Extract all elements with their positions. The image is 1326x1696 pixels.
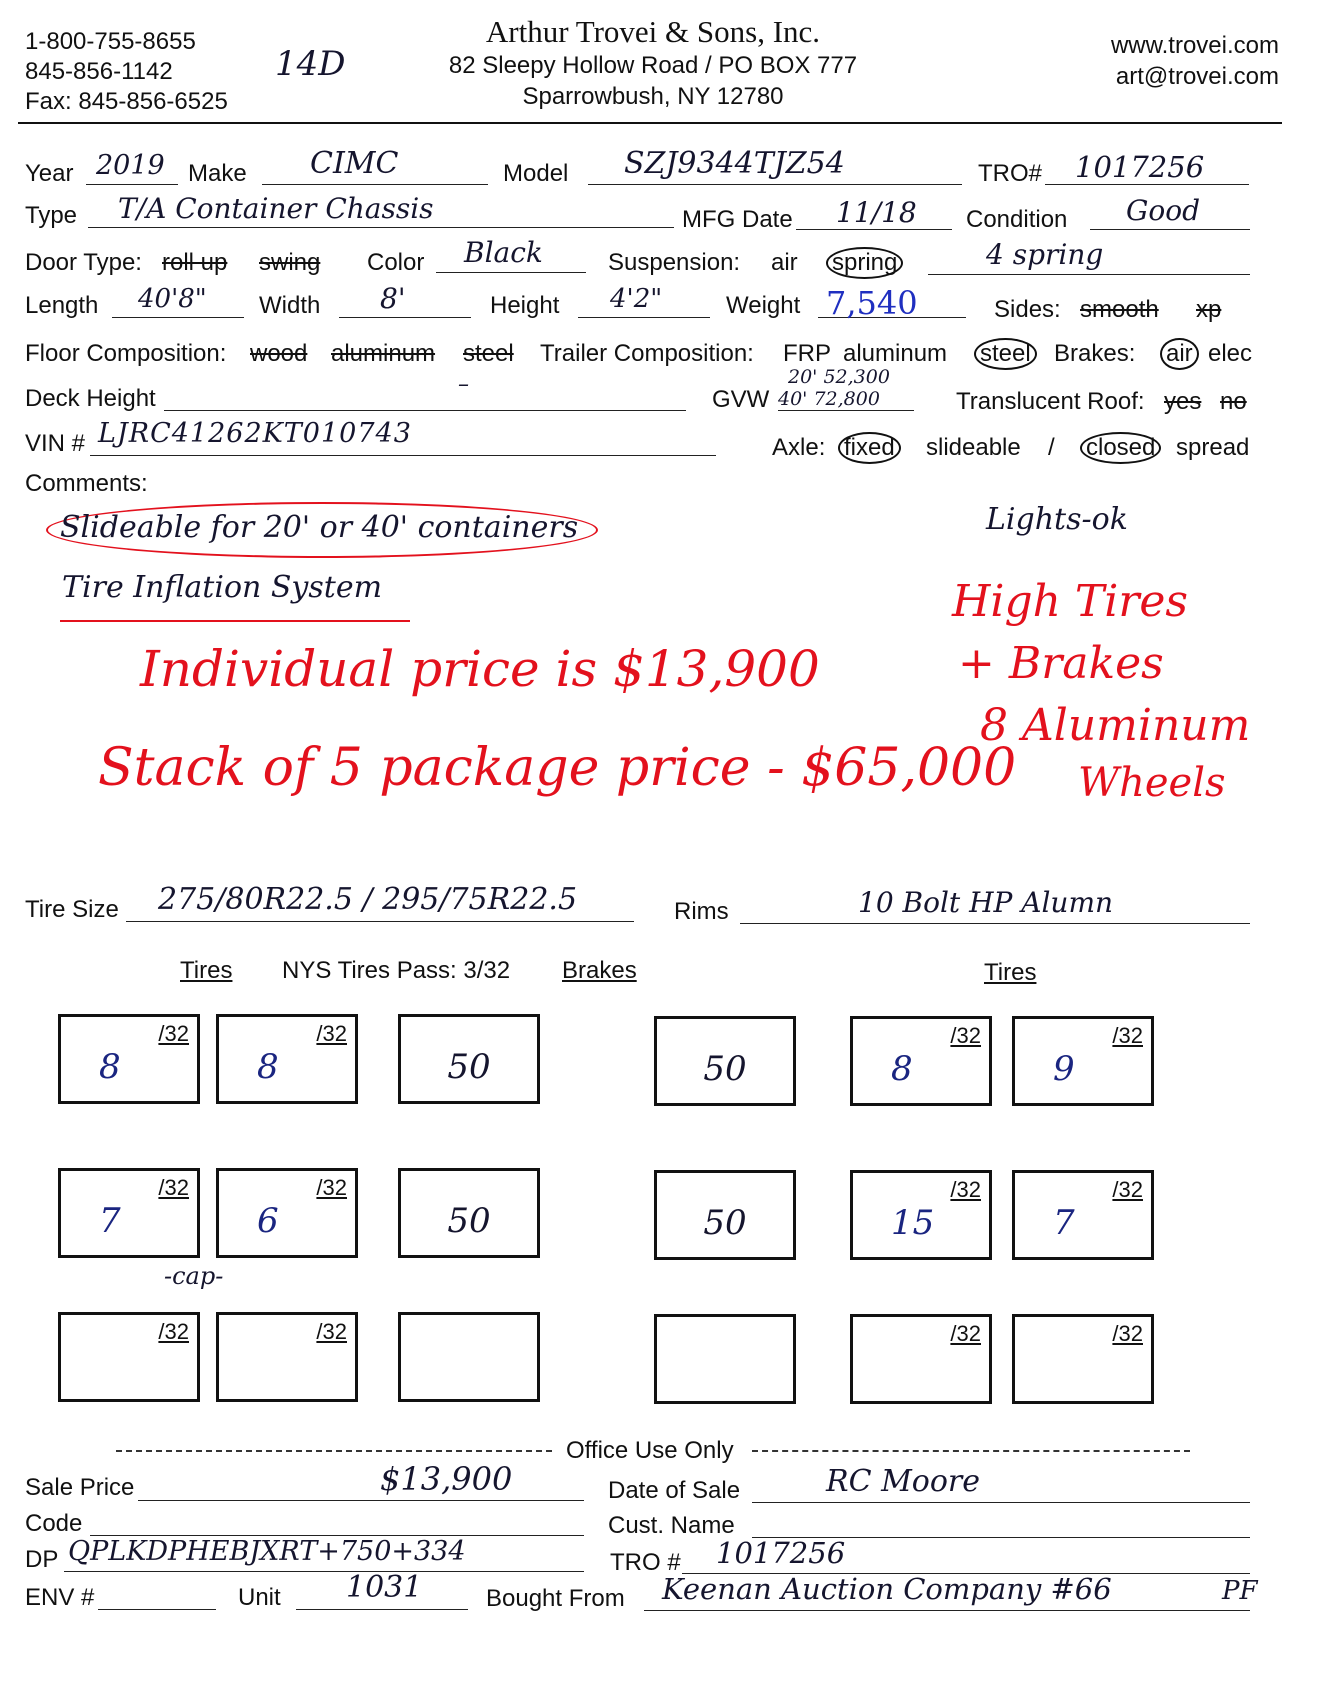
office-use-title: Office Use Only bbox=[566, 1437, 734, 1464]
brakes-label: Brakes: bbox=[1054, 340, 1136, 367]
cap-note: -cap- bbox=[164, 1262, 224, 1290]
brake-box-r3-r bbox=[654, 1314, 796, 1404]
sale-price-label: Sale Price bbox=[25, 1474, 135, 1501]
gvw-20-value: 20' 52,300 bbox=[788, 366, 890, 388]
fraction-label: /32 bbox=[1112, 1321, 1143, 1346]
phone-2: 845-856-1142 bbox=[25, 58, 173, 85]
deck-height-label: Deck Height bbox=[25, 385, 156, 412]
brake-box-r3-l bbox=[398, 1312, 540, 1402]
tire-depth: 15 bbox=[891, 1203, 935, 1243]
company-name: Arthur Trovei & Sons, Inc. bbox=[485, 14, 821, 49]
tire-box-r2-r1 bbox=[850, 1170, 992, 1260]
brake-box-r2-r bbox=[654, 1170, 796, 1260]
tire-box-r1-l2 bbox=[216, 1014, 358, 1104]
rims-line bbox=[740, 923, 1250, 924]
red-note-brakes: + Brakes bbox=[958, 638, 1164, 689]
mfg-date-line bbox=[796, 229, 952, 230]
model-value: SZJ9344TJZ54 bbox=[624, 146, 845, 181]
deck-height-mark: – bbox=[458, 372, 469, 397]
suspension-label: Suspension: bbox=[608, 249, 741, 276]
date-of-sale-label: Date of Sale bbox=[608, 1477, 741, 1504]
company-address-1: 82 Sleepy Hollow Road / PO BOX 777 bbox=[448, 52, 858, 79]
tire-box-r2-r2 bbox=[1012, 1170, 1154, 1260]
width-line bbox=[339, 317, 471, 318]
header-divider bbox=[18, 122, 1282, 124]
length-line bbox=[112, 317, 244, 318]
type-value: T/A Container Chassis bbox=[118, 192, 434, 225]
red-note-package-price: Stack of 5 package price - $65,000 bbox=[98, 738, 1017, 798]
brake-box-r1-l bbox=[398, 1014, 540, 1104]
bought-from-line bbox=[644, 1610, 1250, 1611]
tire-box-r1-r2 bbox=[1012, 1016, 1154, 1106]
brake-value: 50 bbox=[447, 1047, 491, 1087]
tire-size-line bbox=[126, 921, 634, 922]
fraction-label: /32 bbox=[158, 1319, 189, 1344]
red-note-high-tires: High Tires bbox=[952, 576, 1189, 627]
cust-name-label: Cust. Name bbox=[608, 1512, 735, 1539]
brakes-elec-option: elec bbox=[1208, 340, 1253, 367]
office-divider-left bbox=[116, 1450, 552, 1452]
dp-line bbox=[64, 1571, 584, 1572]
tire-size-label: Tire Size bbox=[25, 896, 119, 923]
condition-value: Good bbox=[1126, 194, 1201, 227]
red-note-individual-price: Individual price is $13,900 bbox=[140, 640, 820, 698]
suspension-note-line bbox=[928, 274, 1250, 275]
roof-no-option: no bbox=[1220, 388, 1247, 415]
phone-1: 1-800-755-8655 bbox=[25, 28, 196, 55]
company-address-2: Sparrowbush, NY 12780 bbox=[522, 83, 784, 110]
suspension-spring-option: spring bbox=[826, 247, 903, 279]
height-line bbox=[578, 317, 710, 318]
floor-steel-option: steel bbox=[463, 340, 514, 367]
axle-fixed-option: fixed bbox=[838, 432, 901, 464]
weight-label: Weight bbox=[726, 292, 801, 319]
trailer-aluminum-option: aluminum bbox=[843, 340, 948, 367]
handwritten-mark: 14D bbox=[275, 44, 346, 84]
tire-box-r2-l1 bbox=[58, 1168, 200, 1258]
tire-box-r2-l2 bbox=[216, 1168, 358, 1258]
mfg-date-label: MFG Date bbox=[682, 206, 793, 233]
tire-depth: 6 bbox=[257, 1201, 279, 1241]
brakes-header: Brakes bbox=[562, 957, 637, 984]
tire-box-r3-r1 bbox=[850, 1314, 992, 1404]
fraction-label: /32 bbox=[316, 1021, 347, 1046]
unit-label: Unit bbox=[238, 1584, 281, 1611]
trailer-comp-label: Trailer Composition: bbox=[540, 340, 754, 367]
tire-depth: 9 bbox=[1053, 1049, 1075, 1089]
door-type-label: Door Type: bbox=[25, 249, 142, 276]
year-line bbox=[86, 184, 178, 185]
tro-label: TRO# bbox=[978, 160, 1043, 187]
floor-aluminum-option: aluminum bbox=[331, 340, 436, 367]
initials-value: PF bbox=[1222, 1576, 1258, 1606]
tro-2-label: TRO # bbox=[610, 1549, 681, 1576]
fraction-label: /32 bbox=[1112, 1023, 1143, 1048]
env-line bbox=[98, 1609, 216, 1610]
condition-line bbox=[1090, 229, 1250, 230]
brake-value: 50 bbox=[703, 1203, 747, 1243]
date-of-sale-line bbox=[752, 1502, 1250, 1503]
make-line bbox=[262, 184, 488, 185]
tire-box-r1-l1 bbox=[58, 1014, 200, 1104]
height-label: Height bbox=[490, 292, 560, 319]
tire-depth: 8 bbox=[99, 1047, 121, 1087]
height-value: 4'2" bbox=[610, 284, 663, 314]
year-label: Year bbox=[25, 160, 74, 187]
door-swing-option: swing bbox=[259, 249, 321, 276]
dp-label: DP bbox=[25, 1546, 59, 1573]
sale-price-value: $13,900 bbox=[380, 1460, 513, 1498]
brake-box-r1-r bbox=[654, 1016, 796, 1106]
bought-from-label: Bought From bbox=[486, 1585, 625, 1612]
tires-left-header: Tires bbox=[180, 957, 233, 984]
tire-box-r3-r2 bbox=[1012, 1314, 1154, 1404]
floor-wood-option: wood bbox=[250, 340, 308, 367]
width-label: Width bbox=[259, 292, 321, 319]
date-of-sale-value: RC Moore bbox=[826, 1464, 981, 1499]
color-line bbox=[436, 272, 586, 273]
tire-box-r3-l1 bbox=[58, 1312, 200, 1402]
year-value: 2019 bbox=[96, 150, 165, 181]
fraction-label: /32 bbox=[950, 1023, 981, 1048]
office-divider-right bbox=[752, 1450, 1190, 1452]
gvw-line bbox=[778, 410, 914, 411]
weight-value: 7,540 bbox=[826, 284, 918, 322]
comment-2: Tire Inflation System bbox=[62, 570, 383, 605]
red-note-wheels: Wheels bbox=[1078, 760, 1226, 806]
condition-label: Condition bbox=[966, 206, 1068, 233]
fraction-label: /32 bbox=[950, 1177, 981, 1202]
env-label: ENV # bbox=[25, 1584, 95, 1611]
make-value: CIMC bbox=[310, 146, 399, 181]
fraction-label: /32 bbox=[316, 1175, 347, 1200]
comment-1: Slideable for 20' or 40' containers bbox=[60, 510, 579, 545]
deck-height-line bbox=[164, 410, 686, 411]
translucent-roof-label: Translucent Roof: bbox=[956, 388, 1145, 415]
model-label: Model bbox=[503, 160, 569, 187]
brake-box-r2-l bbox=[398, 1168, 540, 1258]
type-line bbox=[88, 227, 674, 228]
fax: Fax: 845-856-6525 bbox=[25, 88, 228, 115]
comment-3: Lights-ok bbox=[986, 502, 1128, 537]
length-label: Length bbox=[25, 292, 99, 319]
tire-depth: 7 bbox=[1053, 1203, 1075, 1243]
fraction-label: /32 bbox=[158, 1021, 189, 1046]
rims-label: Rims bbox=[674, 898, 729, 925]
trailer-frp-option: FRP bbox=[783, 340, 831, 367]
bought-from-value: Keenan Auction Company #66 bbox=[662, 1572, 1112, 1606]
code-label: Code bbox=[25, 1510, 83, 1537]
gvw-label: GVW bbox=[712, 386, 770, 413]
company-website: www.trovei.com bbox=[1110, 32, 1279, 59]
vin-label: VIN # bbox=[25, 430, 86, 457]
axle-spread-option: spread bbox=[1176, 434, 1250, 461]
unit-line bbox=[296, 1609, 468, 1610]
tire-depth: 7 bbox=[99, 1201, 121, 1241]
suspension-air-option: air bbox=[771, 249, 798, 276]
tro-2-value: 1017256 bbox=[716, 1536, 846, 1570]
dp-value: QPLKDPHEBJXRT+750+334 bbox=[68, 1536, 466, 1567]
vin-line bbox=[90, 455, 716, 456]
fraction-label: /32 bbox=[950, 1321, 981, 1346]
brakes-air-option: air bbox=[1160, 338, 1199, 370]
roof-yes-option: yes bbox=[1164, 388, 1202, 415]
gvw-40-value: 40' 72,800 bbox=[778, 388, 880, 410]
rims-value: 10 Bolt HP Alumn bbox=[858, 886, 1114, 919]
tire-size-value: 275/80R22.5 / 295/75R22.5 bbox=[158, 882, 578, 917]
sides-smooth-option: smooth bbox=[1080, 296, 1159, 323]
axle-slash: / bbox=[1048, 434, 1055, 461]
brake-value: 50 bbox=[447, 1201, 491, 1241]
color-value: Black bbox=[464, 236, 543, 269]
door-rollup-option: roll up bbox=[162, 249, 228, 276]
tire-depth: 8 bbox=[257, 1047, 279, 1087]
comments-label: Comments: bbox=[25, 470, 148, 497]
fraction-label: /32 bbox=[158, 1175, 189, 1200]
mfg-date-value: 11/18 bbox=[836, 196, 917, 229]
length-value: 40'8" bbox=[138, 284, 207, 314]
tire-depth: 8 bbox=[891, 1049, 913, 1089]
sale-price-line bbox=[138, 1500, 584, 1501]
brake-value: 50 bbox=[703, 1049, 747, 1089]
tire-box-r3-l2 bbox=[216, 1312, 358, 1402]
vin-value: LJRC41262KT010743 bbox=[98, 418, 412, 449]
tires-right-header: Tires bbox=[984, 959, 1037, 986]
suspension-note-value: 4 spring bbox=[986, 238, 1104, 271]
make-label: Make bbox=[188, 160, 247, 187]
floor-comp-label: Floor Composition: bbox=[25, 340, 227, 367]
type-label: Type bbox=[25, 202, 78, 229]
color-label: Color bbox=[367, 249, 425, 276]
axle-label: Axle: bbox=[772, 434, 826, 461]
red-note-aluminum: 8 Aluminum bbox=[980, 700, 1251, 751]
comment-2-underline bbox=[60, 620, 410, 622]
width-value: 8' bbox=[380, 282, 406, 315]
trailer-steel-option: steel bbox=[974, 338, 1037, 370]
model-line bbox=[588, 184, 962, 185]
company-email: art@trovei.com bbox=[1115, 63, 1279, 90]
nys-pass-header: NYS Tires Pass: 3/32 bbox=[282, 957, 511, 984]
axle-closed-option: closed bbox=[1080, 432, 1161, 464]
fraction-label: /32 bbox=[316, 1319, 347, 1344]
sides-label: Sides: bbox=[994, 296, 1061, 323]
fraction-label: /32 bbox=[1112, 1177, 1143, 1202]
tro-line bbox=[1045, 184, 1249, 185]
sides-xp-option: xp bbox=[1196, 296, 1222, 323]
tro-value: 1017256 bbox=[1075, 150, 1205, 184]
unit-value: 1031 bbox=[346, 1570, 423, 1605]
tire-box-r1-r1 bbox=[850, 1016, 992, 1106]
axle-slideable-option: slideable bbox=[926, 434, 1021, 461]
